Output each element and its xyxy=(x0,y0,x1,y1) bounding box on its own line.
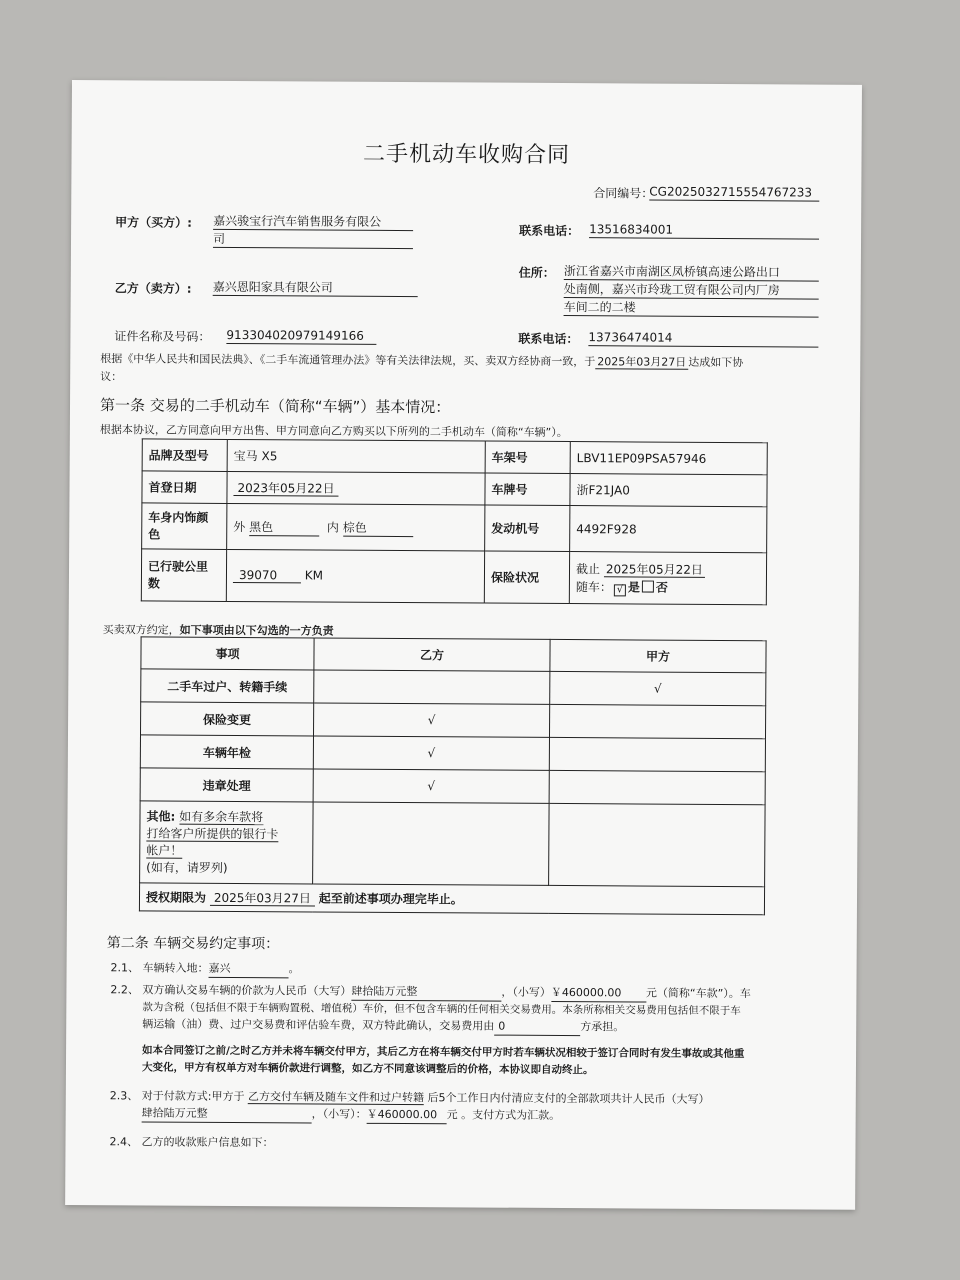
article-2-heading: 第二条 车辆交易约定事项： xyxy=(106,935,280,953)
engine-value: 4492F928 xyxy=(570,506,767,553)
mileage-label: 已行驶公里 数 xyxy=(141,549,226,602)
vin-label: 车架号 xyxy=(485,441,570,474)
reg-date: 2023年05月22日 xyxy=(233,481,338,497)
yes-checkbox[interactable]: √ xyxy=(614,584,626,596)
insurance-until: 2025年05月22日 xyxy=(604,562,705,578)
clause-2-2-line1: 2.2、 双方确认交易车辆的价款为人民币（大写）肆拾陆万元整 ，（小写）￥460000.00 元（简称“车款”）。车 xyxy=(110,982,750,1003)
article-1-heading: 第一条 交易的二手机动车（简称“车辆”）基本情况： xyxy=(99,396,451,417)
resp-row-b[interactable]: √ xyxy=(313,703,549,737)
party-a-address-label: 住所： xyxy=(518,265,555,280)
color-label: 车身内饰颜 色 xyxy=(142,503,227,550)
other-cell: 其他: 如有多余车款将 打给客户所提供的银行卡 帐户！ (如有，请罗列) xyxy=(140,801,313,884)
resp-row-b[interactable]: √ xyxy=(313,769,549,803)
resp-intro: 买卖双方约定，如下事项由以下勾选的一方负责 xyxy=(102,623,334,638)
party-a-label: 甲方（买方）: xyxy=(115,215,192,230)
party-a-address-1: 浙江省嘉兴市南湖区凤桥镇高速公路出口 xyxy=(564,263,819,282)
col-party-b-header: 乙方 xyxy=(314,638,550,671)
party-a-phone: 13516834001 xyxy=(589,221,819,239)
col-item-header: 事项 xyxy=(141,637,314,670)
mileage-value: 39070 xyxy=(233,568,301,583)
party-a-name-1: 嘉兴骏宝行汽车销售服务有限公 xyxy=(213,213,413,231)
plate-label: 车牌号 xyxy=(485,473,570,506)
page-title: 二手机动车收购合同 xyxy=(362,141,571,169)
engine-label: 发动机号 xyxy=(485,505,570,552)
contract-page xyxy=(65,80,862,1210)
insurance-label: 保险状况 xyxy=(484,551,569,604)
party-b-phone: 13736474014 xyxy=(588,329,818,347)
party-b-phone-label: 联系电话： xyxy=(518,331,579,347)
party-b-id-label: 证件名称及号码： xyxy=(114,329,211,344)
clause-2-1: 2.1、 车辆转入地：嘉兴 。 xyxy=(111,960,300,978)
vehicle-table xyxy=(141,438,768,605)
contract-no: CG2025032715554767233 xyxy=(649,184,819,202)
party-a-name-2: 司 xyxy=(213,231,413,249)
clause-2-4: 2.4、 乙方的收款账户信息如下： xyxy=(109,1135,274,1150)
reg-date-label: 首登日期 xyxy=(142,471,227,504)
resp-row-a[interactable] xyxy=(549,737,765,771)
clause-2-2-line3: 辆运输（油）费、过户交易费和评估验车费，双方特此确认，交易费用由 0 方承担。 xyxy=(142,1016,624,1036)
resp-row-a[interactable] xyxy=(549,704,765,738)
exterior-color: 黑色 xyxy=(249,518,319,536)
party-a-address-2: 处南侧，嘉兴市玲珑工贸有限公司内厂房 xyxy=(564,281,819,300)
resp-row-item: 车辆年检 xyxy=(140,735,313,769)
resp-row-b[interactable]: √ xyxy=(313,736,549,770)
resp-row-a[interactable] xyxy=(549,770,765,804)
color-cell: 外 黑色 内 棕色 xyxy=(227,503,485,551)
resp-row-item: 保险变更 xyxy=(141,702,314,736)
resp-row-b[interactable] xyxy=(314,670,550,704)
plate-value: 浙F21JA0 xyxy=(570,474,767,507)
deadline-cell: 授权期限为 2025年03月27日 起至前述事项办理完毕止。 xyxy=(139,883,764,915)
party-b-label: 乙方（卖方）: xyxy=(114,281,192,296)
resp-row-a[interactable]: √ xyxy=(550,671,766,705)
preamble-text-1: 根据《中华人民共和国民法典》、《二手车流通管理办法》等有关法律法规，买、卖双方经协商一致，于 2025年03月27日 达成如下协 xyxy=(100,352,744,370)
article-1-sub: 根据本协议，乙方同意向甲方出售、甲方同意向乙方购买以下所列的二手机动车（简称“车辆”）。 xyxy=(99,423,568,440)
col-party-a-header: 甲方 xyxy=(550,639,766,672)
brand-value: 宝马 X5 xyxy=(227,439,485,473)
reg-date-cell xyxy=(227,471,485,505)
preamble-text-2: 议： xyxy=(100,370,123,384)
bold-clause-2: 大变化，甲方有权单方对车辆价款进行调整，如乙方不同意该调整后的价格，本协议即自动终止。 xyxy=(141,1061,594,1077)
brand-label: 品牌及型号 xyxy=(142,439,227,472)
deadline-date: 2025年03月27日 xyxy=(210,891,315,907)
bold-clause-1: 如本合同签订之前/之时乙方并未将车辆交付甲方，其后乙方在将车辆交付甲方时若车辆状况相较于签订合同时有发生事故或其他重 xyxy=(142,1044,745,1061)
party-a-address-3: 车间二的二楼 xyxy=(564,299,819,318)
clause-2-3-line2: 肆拾陆万元整 ，（小写）：￥460000.00 元 。支付方式为汇款。 xyxy=(142,1105,561,1125)
interior-color: 棕色 xyxy=(343,518,413,536)
resp-row-item: 违章处理 xyxy=(140,768,313,802)
responsibility-table xyxy=(139,636,767,915)
other-a[interactable] xyxy=(549,803,765,886)
other-b[interactable] xyxy=(313,802,549,885)
party-a-phone-label: 联系电话： xyxy=(519,223,580,239)
clause-2-3-line1: 2.3、 对于付款方式:甲方于 乙方交付车辆及随车文件和过户转籍 后5个工作日内付清应支付的全部款项共计人民币（大写） xyxy=(109,1089,710,1106)
clause-2-2-line2: 款为含税（包括但不限于车辆购置税、增值税）车价，但不包含车辆的任何相关交易费用。本条所称相关交易费用包括但不限于车 xyxy=(142,1001,741,1018)
no-checkbox[interactable] xyxy=(642,580,654,592)
party-b-id: 91330402097914916​6 xyxy=(226,327,376,345)
contract-no-label: 合同编号： xyxy=(593,186,654,201)
resp-row-item: 二手车过户、转籍手续 xyxy=(141,669,314,703)
vin-value: LBV11EP09PSA57946 xyxy=(570,442,767,475)
party-b-name: 嘉兴恩阳家具有限公司 xyxy=(213,279,418,297)
mileage-cell: 39070 KM xyxy=(226,549,484,603)
insurance-cell: 截止 2025年05月22日 随车： √ 是 否 xyxy=(569,552,766,605)
